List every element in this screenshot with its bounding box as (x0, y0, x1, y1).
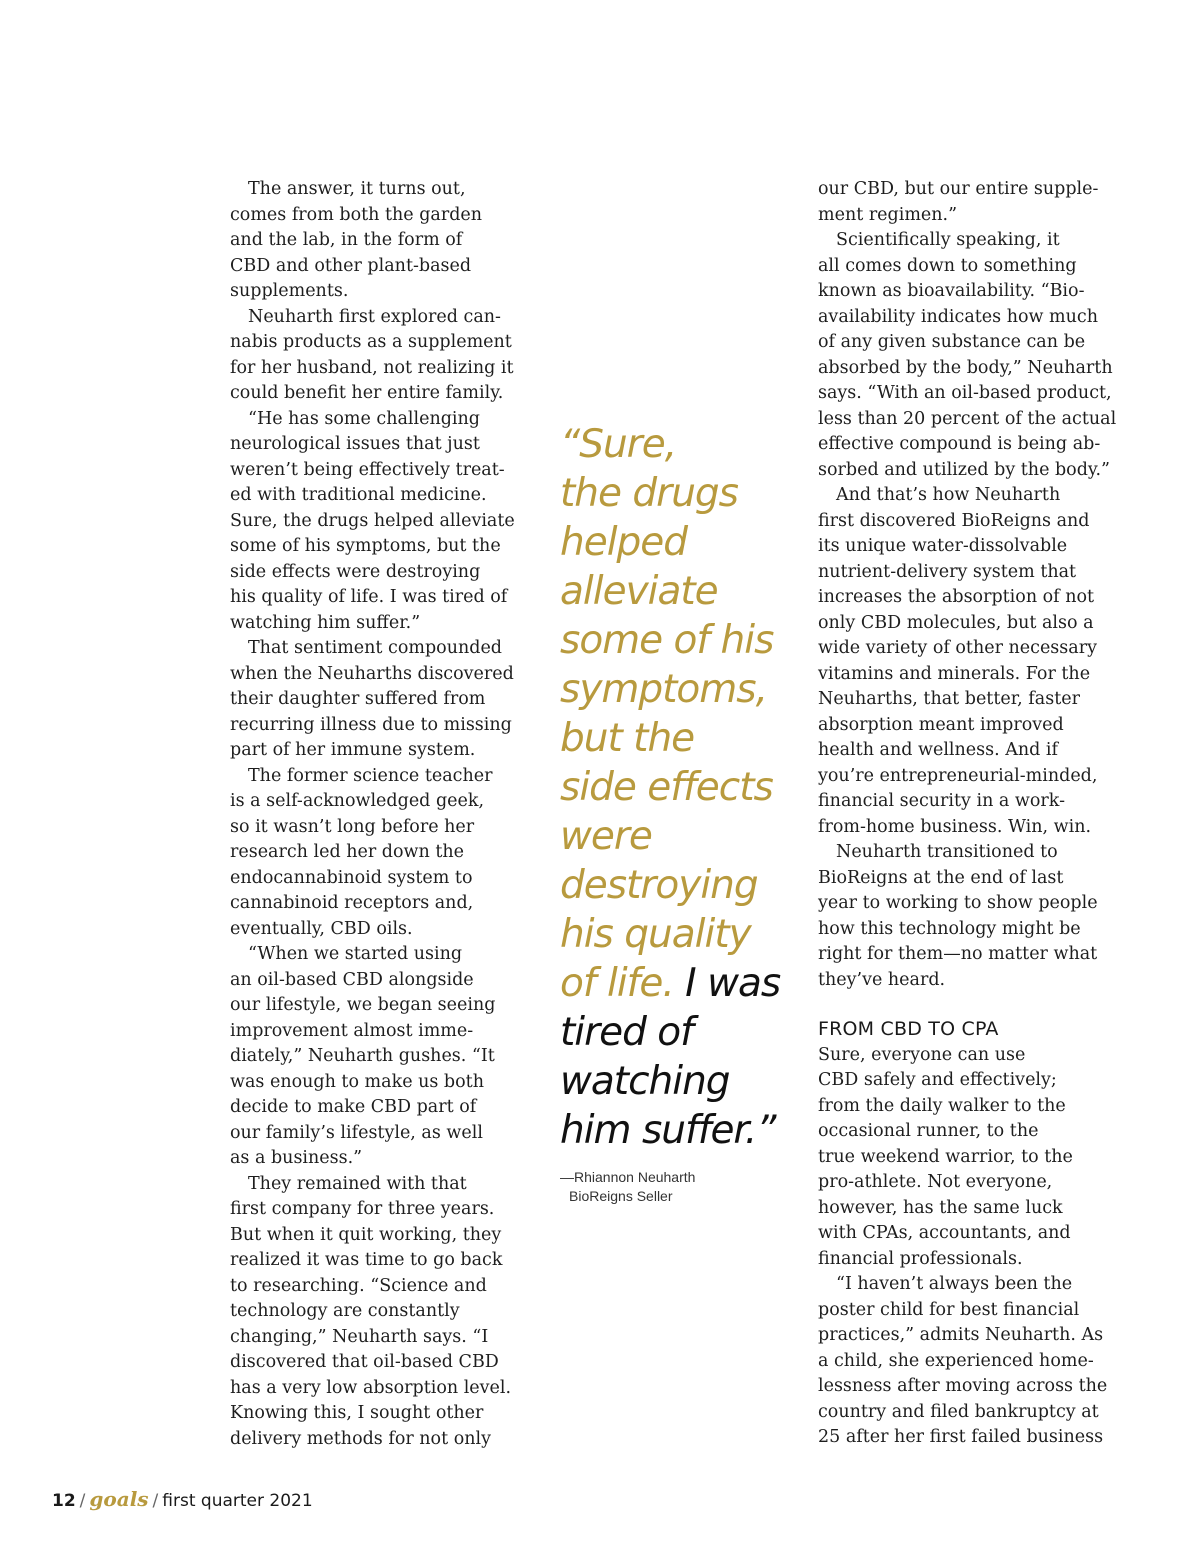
pull-quote-line: symptoms, (560, 667, 768, 712)
pull-quote-line: alleviate (560, 569, 718, 614)
text-line: “He has some challenging (248, 408, 481, 429)
text-line: its unique water-dissolvable (818, 536, 1068, 556)
text-line: our lifestyle, we began seeing (230, 995, 496, 1015)
text-line: for her husband, not realizing it (230, 357, 514, 378)
text-line: and the lab, in the form of (230, 230, 463, 250)
text-line: their daughter suffered from (230, 689, 486, 709)
text-line: increases the absorption of not (818, 587, 1095, 607)
text-line: comes from both the garden (230, 204, 483, 225)
text-line: financial professionals. (818, 1248, 1023, 1269)
text-line: as a business.” (230, 1148, 363, 1168)
text-line: true weekend warrior, to the (818, 1146, 1073, 1167)
text-line: realized it was time to go back (230, 1250, 503, 1270)
text-line: That sentiment compounded (248, 638, 502, 658)
text-line: availability indicates how much (818, 306, 1098, 327)
text-line: practices,” admits Neuharth. As (818, 1325, 1104, 1345)
text-line: nabis products as a supplement (230, 332, 512, 352)
text-line: was enough to make us both (230, 1071, 484, 1092)
text-line: Neuharth transitioned to (836, 842, 1058, 862)
pull-quote-line: the drugs (560, 471, 738, 516)
text-line: recurring illness due to missing (230, 714, 512, 735)
text-line: only CBD molecules, but also a (818, 612, 1094, 633)
text-line: 25 after her first failed business (818, 1427, 1104, 1447)
page-number: 12 (52, 1491, 76, 1511)
quote-attribution (560, 1168, 695, 1206)
text-line: a child, she experienced home- (818, 1350, 1094, 1371)
text-line: from the daily walker to the (818, 1095, 1066, 1116)
text-line: decide to make CBD part of (230, 1097, 477, 1117)
pull-quote-line: destroying (560, 863, 758, 908)
text-line: year to working to show people (818, 893, 1098, 913)
text-line: “I haven’t always been the (836, 1274, 1073, 1294)
text-line: vitamins and minerals. For the (818, 663, 1091, 684)
text-line: But when it quit working, they (230, 1224, 502, 1245)
pull-quote-line: side effects (560, 765, 773, 810)
text-line: occasional runner, to the (818, 1121, 1039, 1141)
magazine-logo: goals (89, 1487, 149, 1511)
attribution-title: BioReigns Seller (569, 1188, 673, 1204)
text-line: discovered that oil-based CBD (230, 1352, 499, 1372)
text-line: “When we started using (248, 944, 463, 964)
pull-quote-dark-lines (560, 1008, 800, 1155)
pull-quote-line: “Sure, (560, 422, 677, 467)
pull-quote-line: helped (560, 520, 688, 565)
pull-quote (560, 420, 800, 1155)
text-line: weren’t being effectively treat- (230, 459, 505, 480)
text-line: absorption meant improved (818, 714, 1064, 735)
text-line: pro-athlete. Not everyone, (818, 1172, 1053, 1192)
text-line: of any given substance can be (818, 332, 1086, 352)
text-line: his quality of life. I was tired of (230, 587, 508, 607)
text-line: ment regimen.” (818, 204, 958, 225)
text-line: Sure, the drugs helped alleviate (230, 510, 515, 531)
text-line: Neuharths, that better, faster (818, 689, 1080, 709)
text-line: effective compound is being ab- (818, 434, 1101, 454)
text-line: how this technology might be (818, 918, 1081, 939)
text-line: Neuharth first explored can- (248, 306, 501, 327)
text-line: delivery methods for not only (230, 1428, 491, 1449)
pull-quote-line: tired of (560, 1010, 693, 1055)
pull-quote-line: some of his (560, 618, 774, 663)
text-line: right for them—no matter what (818, 944, 1098, 964)
text-line: all comes down to something (818, 255, 1077, 276)
text-line: Knowing this, I sought other (230, 1403, 484, 1423)
text-line: absorbed by the body,” Neuharth (818, 357, 1113, 378)
pull-quote-mixed-line (560, 959, 800, 1008)
text-line: country and filed bankruptcy at (818, 1401, 1099, 1422)
text-line: from-home business. Win, win. (818, 816, 1092, 837)
text-line: sorbed and utilized by the body.” (818, 459, 1110, 480)
pull-quote-gold-lines (560, 420, 800, 959)
text-line: first company for three years. (230, 1199, 495, 1219)
text-line: to researching. “Science and (230, 1275, 487, 1296)
text-line: is a self-acknowledged geek, (230, 791, 485, 811)
text-line: Sure, everyone can use (818, 1044, 1026, 1065)
section-subheading: FROM CBD TO CPA (818, 1018, 999, 1040)
text-line: ed with traditional medicine. (230, 485, 487, 505)
attribution-name: —Rhiannon Neuharth (560, 1169, 696, 1185)
text-line: Scientifically speaking, it (836, 230, 1060, 250)
text-line: first discovered BioReigns and (818, 510, 1090, 531)
text-line: CBD safely and effectively; (818, 1070, 1057, 1090)
text-line: when the Neuharths discovered (230, 663, 514, 684)
article-column-left (230, 177, 520, 1452)
text-line: less than 20 percent of the actual (818, 408, 1117, 429)
text-line: And that’s how Neuharth (836, 485, 1061, 505)
article-right-part-1 (818, 177, 1117, 993)
text-line: wide variety of other necessary (818, 638, 1097, 658)
footer-separator-2: / (152, 1491, 159, 1511)
text-line: endocannabinoid system to (230, 867, 473, 888)
text-line: so it wasn’t long before her (230, 816, 475, 837)
text-line: some of his symptoms, but the (230, 536, 501, 556)
text-line: watching him suffer.” (230, 612, 421, 633)
text-line: They remained with that (248, 1173, 467, 1194)
pull-quote-gold-fragment: of life. (560, 961, 674, 1006)
text-line: cannabinoid receptors and, (230, 893, 474, 913)
text-line: nutrient-delivery system that (818, 561, 1077, 582)
pull-quote-line: were (560, 814, 652, 859)
text-line: neurological issues that just (230, 434, 480, 454)
text-line: lessness after moving across the (818, 1376, 1108, 1396)
text-line: eventually, CBD oils. (230, 918, 413, 939)
text-line: technology are constantly (230, 1301, 460, 1321)
issue-label: first quarter 2021 (162, 1491, 313, 1511)
text-line: side effects were destroying (230, 561, 481, 582)
pull-quote-line: watching (560, 1059, 730, 1104)
text-line: you’re entrepreneurial-minded, (818, 765, 1098, 786)
text-line: health and wellness. And if (818, 740, 1058, 760)
footer-separator: / (79, 1491, 86, 1511)
text-line: changing,” Neuharth says. “I (230, 1326, 489, 1347)
text-line: The former science teacher (248, 765, 493, 786)
text-line: CBD and other plant-based (230, 255, 472, 276)
text-line: improvement almost imme- (230, 1020, 474, 1041)
text-line: research led her down the (230, 842, 464, 862)
text-line: diately,” Neuharth gushes. “It (230, 1046, 495, 1066)
pull-quote-line: him suffer.” (560, 1108, 776, 1153)
text-line: an oil-based CBD alongside (230, 969, 474, 990)
text-line: has a very low absorption level. (230, 1377, 512, 1398)
text-line: they’ve heard. (818, 969, 946, 990)
pull-quote-line: but the (560, 716, 695, 761)
text-line: part of her immune system. (230, 740, 476, 760)
text-line: known as bioavailability. “Bio- (818, 281, 1085, 301)
pull-quote-line: his quality (560, 912, 751, 957)
text-line: The answer, it turns out, (248, 179, 466, 199)
text-line: our family’s lifestyle, as well (230, 1122, 483, 1143)
page-footer (52, 1487, 313, 1511)
text-line: BioReigns at the end of last (818, 867, 1064, 888)
article-right-part-2 (818, 1043, 1108, 1451)
text-line: could benefit her entire family. (230, 383, 504, 403)
pull-quote-dark-fragment: I was (673, 961, 781, 1006)
text-line: our CBD, but our entire supple- (818, 179, 1099, 199)
text-line: supplements. (230, 281, 349, 301)
text-line: with CPAs, accountants, and (818, 1223, 1071, 1243)
text-line: however, has the same luck (818, 1197, 1063, 1218)
text-line: financial security in a work- (818, 791, 1066, 811)
article-column-right (818, 177, 1117, 1451)
text-line: poster child for best financial (818, 1299, 1080, 1320)
text-line: says. “With an oil-based product, (818, 383, 1112, 403)
